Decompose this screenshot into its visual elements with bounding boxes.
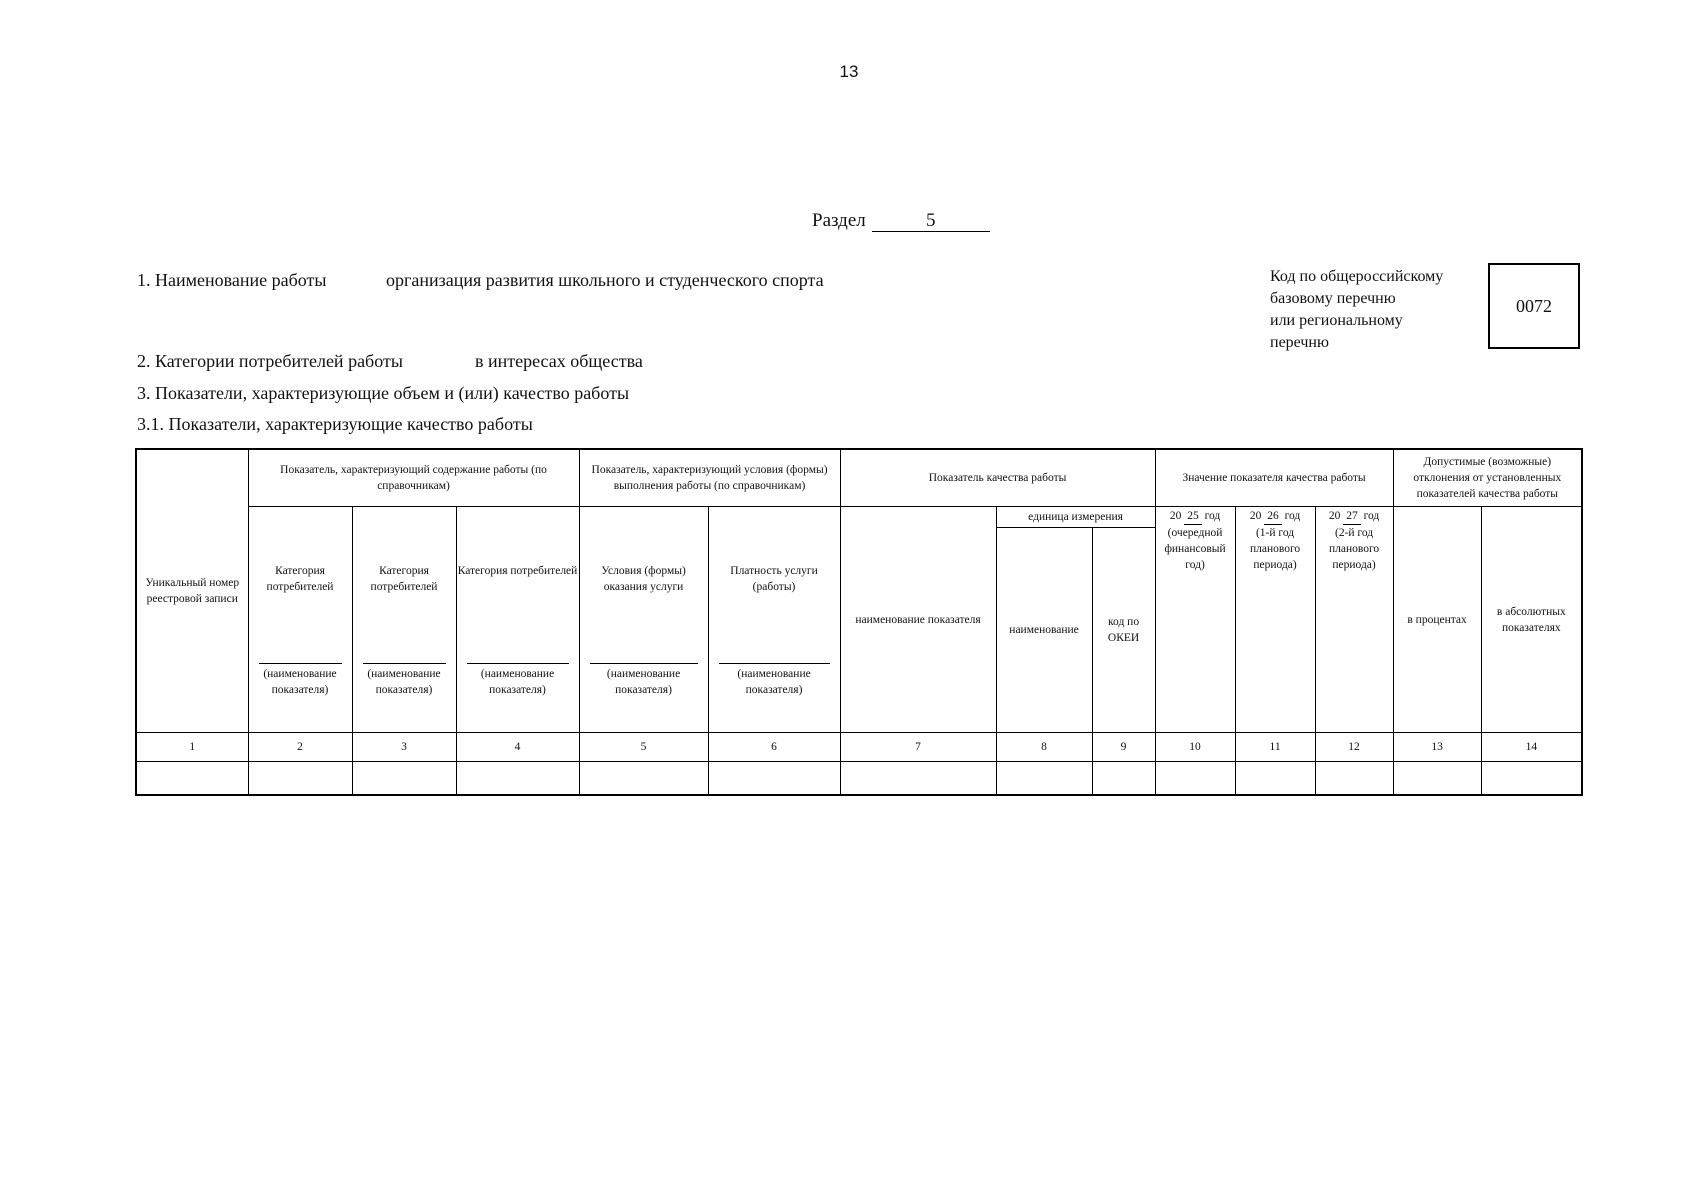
header-indicator-name: наименование показателя	[840, 507, 996, 733]
header-unit-group: единица измерения	[996, 507, 1155, 528]
heading-3: 3. Показатели, характеризующие объем и (или) качество работы	[137, 383, 630, 403]
consumers-value: в интересах общества	[475, 351, 643, 371]
header-conditions: Условия (формы) оказания услуги (наименование показателя)	[579, 507, 708, 733]
section-label: Раздел	[812, 210, 866, 231]
work-name-value: организация развития школьного и студенческого спорта	[386, 270, 824, 290]
section-title	[812, 210, 990, 232]
page-number: 13	[839, 62, 859, 81]
header-year-1: 20 25 год (очередной финансовый год)	[1155, 507, 1235, 733]
registry-code-value: 0072	[1516, 295, 1552, 316]
header-unit-name: наименование	[996, 528, 1092, 733]
header-category-2: Категория потребителей (наименование показателя)	[352, 507, 456, 733]
heading-3-1: 3.1. Показатели, характеризующие качество работы	[137, 414, 533, 434]
work-name-label: 1. Наименование работы	[137, 270, 327, 290]
header-category-3: Категория потребителей (наименование показателя)	[456, 507, 579, 733]
header-content-group: Показатель, характеризующий содержание работы (по справочникам)	[248, 449, 579, 507]
consumers-label: 2. Категории потребителей работы	[137, 351, 403, 371]
header-year-2: 20 26 год (1-й год планового периода)	[1235, 507, 1315, 733]
registry-code-box	[1488, 263, 1580, 349]
quality-indicators-table	[135, 448, 1583, 796]
header-category-1: Категория потребителей (наименование показателя)	[248, 507, 352, 733]
header-absolute: в абсолютных показателях	[1481, 507, 1582, 733]
registry-code-label: Код по общероссийскому базовому перечню или региональному перечню	[1270, 268, 1444, 351]
section-number: 5	[872, 211, 990, 232]
header-unique-number: Уникальный номер реестровой записи	[136, 449, 248, 733]
header-percent: в процентах	[1393, 507, 1481, 733]
header-deviation-group: Допустимые (возможные) отклонения от установленных показателей качества работы	[1393, 449, 1582, 507]
header-payment: Платность услуги (работы) (наименование показателя)	[708, 507, 840, 733]
header-value-group: Значение показателя качества работы	[1155, 449, 1393, 507]
table-row	[136, 762, 1582, 796]
header-year-3: 20 27 год (2-й год планового периода)	[1315, 507, 1393, 733]
header-conditions-group: Показатель, характеризующий условия (формы) выполнения работы (по справочникам)	[579, 449, 840, 507]
column-numbers-row: 1 2 3 4 5 6 7 8 9 10 11 12 13 14	[136, 733, 1582, 762]
header-okei: код по ОКЕИ	[1092, 528, 1155, 733]
header-quality-group: Показатель качества работы	[840, 449, 1155, 507]
